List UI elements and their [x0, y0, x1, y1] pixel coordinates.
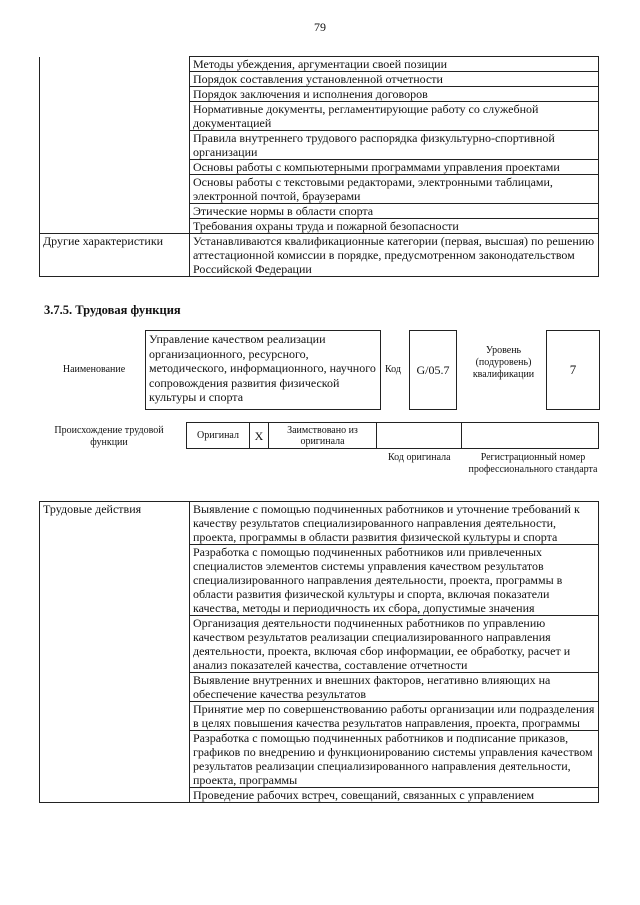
knowledge-item: Требования охраны труда и пожарной безопасности: [190, 219, 599, 234]
knowledge-item: Основы работы с текстовыми редакторами, электронными таблицами, электронной почтой, браузерами: [190, 175, 599, 204]
code-label: Код: [385, 364, 401, 375]
knowledge-item: Правила внутреннего трудового распорядка физкультурно-спортивной организации: [190, 131, 599, 160]
origin-label: Происхождение трудовой функции: [54, 425, 164, 448]
reg-number-cell: [462, 423, 599, 449]
knowledge-item: Порядок заключения и исполнения договоров: [190, 87, 599, 102]
other-characteristics-value: Устанавливаются квалификационные категории (первая, высшая) по решению аттестационной комиссии в порядке, предусмотренном законодательством Российской Федерации: [190, 234, 599, 277]
labor-action-item: Проведение рабочих встреч, совещаний, связанных с управлением: [190, 788, 599, 803]
page-number: 79: [314, 20, 326, 34]
knowledge-label-cell: [40, 57, 190, 234]
level-label: Уровень (подуровень) квалификации: [472, 345, 535, 380]
function-name-value: Управление качеством реализации организационного, ресурсного, методического, информационного, научного сопровождения развития физической культуры и спорта: [145, 330, 381, 410]
original-label: Оригинал: [187, 423, 250, 449]
code-original-cell: [377, 423, 462, 449]
original-mark: X: [250, 423, 269, 449]
code-value: G/05.7: [409, 330, 457, 410]
code-original-label: Код оригинала: [388, 452, 451, 463]
borrowed-label: Заимствовано из оригинала: [269, 423, 377, 449]
labor-action-item: Организация деятельности подчиненных работников по управлению качеством результатов реализации специализированного направления деятельности, проекта, включая сбор информации, ее обработку, расчет и анализ показателей качества, составление отчетности: [190, 616, 599, 673]
other-characteristics-label: Другие характеристики: [40, 234, 190, 277]
knowledge-item: Нормативные документы, регламентирующие работу со служебной документацией: [190, 102, 599, 131]
knowledge-item: Методы убеждения, аргументации своей позиции: [190, 57, 599, 72]
labor-action-item: Разработка с помощью подчиненных работников и подписание приказов, графиков по внедрению и функционированию системы управления качеством результатов реализации специализированного направления деятельности, проекта, программы: [190, 731, 599, 788]
knowledge-item: Этические нормы в области спорта: [190, 204, 599, 219]
knowledge-table: [39, 56, 599, 277]
labor-actions-label: Трудовые действия: [40, 502, 190, 803]
knowledge-item: Основы работы с компьютерными программами управления проектами: [190, 160, 599, 175]
labor-action-item: Принятие мер по совершенствованию работы организации или подразделения в целях повышения качества результатов направления, проекта, программы: [190, 702, 599, 731]
labor-actions-table: [39, 501, 599, 803]
section-heading: 3.7.5. Трудовая функция: [44, 303, 181, 317]
name-label: Наименование: [62, 364, 126, 375]
labor-action-item: Выявление внутренних и внешних факторов, негативно влияющих на обеспечение качества результатов: [190, 673, 599, 702]
labor-action-item: Выявление с помощью подчиненных работников и уточнение требований к качеству результатов специализированного направления деятельности, проекта, программы в области развития физической культуры и спорта: [190, 502, 599, 545]
reg-number-label: Регистрационный номер профессионального стандарта: [468, 452, 598, 475]
knowledge-item: Порядок составления установленной отчетности: [190, 72, 599, 87]
origin-table: [186, 422, 599, 449]
level-value: 7: [546, 330, 600, 410]
labor-action-item: Разработка с помощью подчиненных работников или привлеченных специалистов элементов системы управления качеством результатов специализированного направления деятельности, проекта, программы в области развития физической культуры и спорта, включая показатели качества, методы и периодичность их сбора, допустимые значения: [190, 545, 599, 616]
